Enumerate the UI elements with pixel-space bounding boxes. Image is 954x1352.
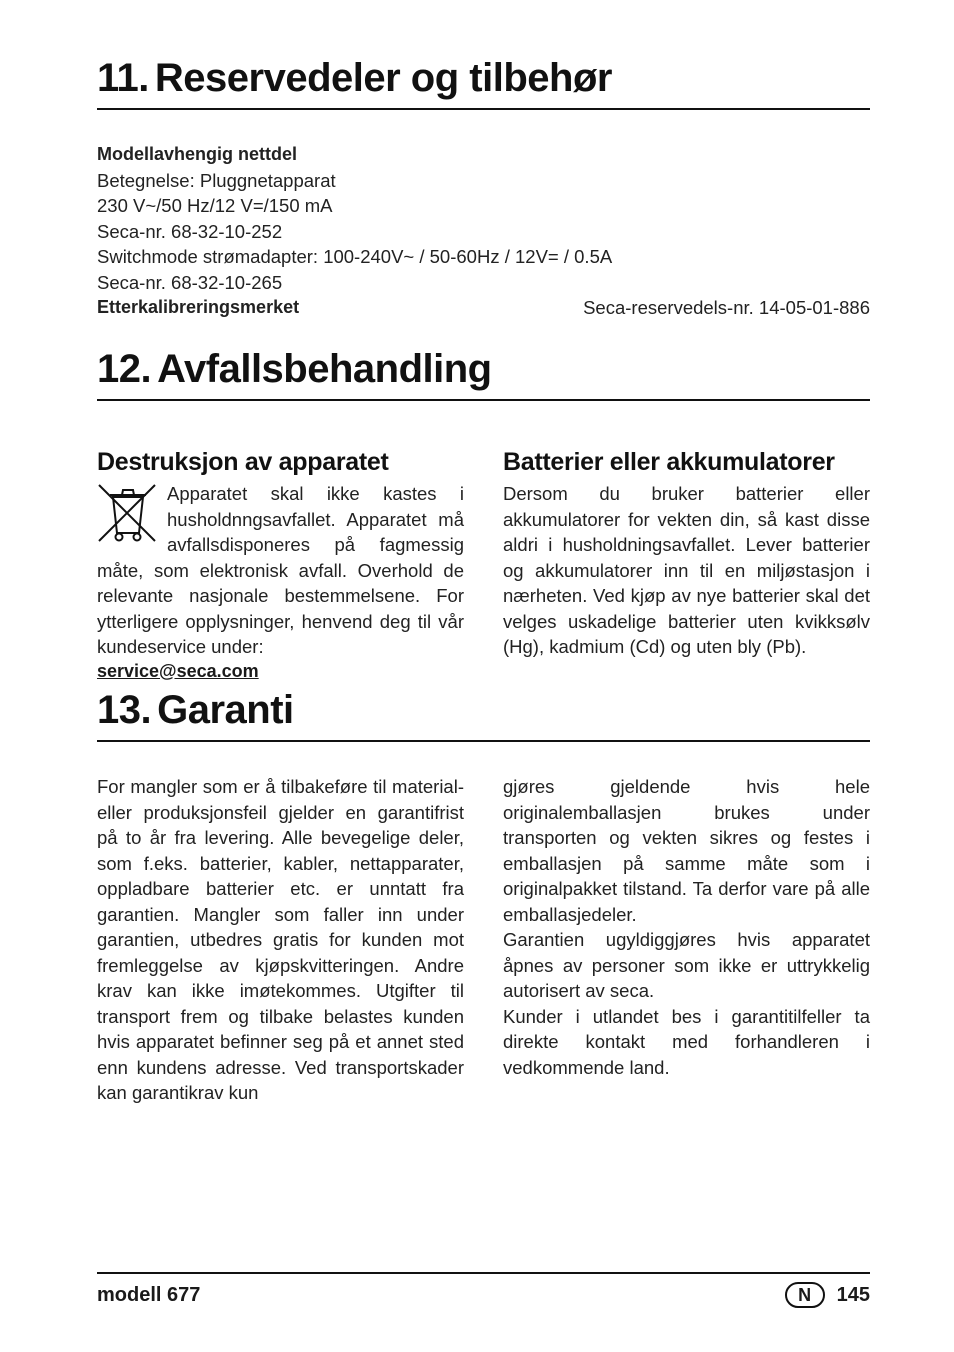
footer-right [785, 1282, 870, 1308]
warranty-text: gjøres gjeldende hvis hele originalemballasjen brukes under transporten og vekten sikres og festes i emballasjen på samme måte som i originalpakket tilstand. Ta derfor vare på alle emballasjedeler. [503, 776, 870, 925]
battery-disposal-column [503, 447, 870, 660]
page-footer [97, 1272, 870, 1308]
recalibration-row [97, 295, 870, 321]
spare-parts-block [97, 142, 870, 321]
section-number: 13. [97, 688, 152, 732]
power-supply-heading: Modellavhengig nettdel [97, 144, 298, 164]
recalibration-part-number: Seca-reservedels-nr. 14-05-01-886 [583, 297, 870, 318]
crossed-out-wheelie-bin-icon [97, 483, 159, 545]
section-number: 12. [97, 347, 152, 391]
warranty-right-column [503, 774, 870, 1080]
section-11-heading [97, 56, 870, 110]
battery-disposal-text: Dersom du bruker batterier eller akkumulatorer for vekten din, så kast disse aldri i husholdningsavfallet. Lever batterier og akkumulatorer inn til en miljøstasjon i nærheten. Ved kjøp av nye batterier skal det velges uskadelige batterier uten kvikksølv (Hg), kadmium (Cd) og uten bly (Pb). [503, 483, 870, 657]
device-disposal-column [97, 447, 464, 682]
parts-line: Switchmode strømadapter: 100-240V~ / 50-60Hz / 12V= / 0.5A [97, 246, 613, 267]
device-disposal-text-block [97, 481, 464, 660]
section-13-heading [97, 688, 870, 742]
recalibration-label: Etterkalibreringsmerket [97, 297, 300, 317]
section-12-heading [97, 347, 870, 401]
model-name: modell 677 [97, 1283, 201, 1306]
section-title: Garanti [157, 688, 294, 732]
service-email-link[interactable]: service@seca.com [97, 660, 259, 681]
parts-line: 230 V~/50 Hz/12 V=/150 mA [97, 195, 333, 216]
warranty-text: For mangler som er å tilbakeføre til material- eller produksjonsfeil gjelder en garantifrist på to år fra levering. Alle bevegelige deler, som f.eks. batterier, kabler, nettapparater, oppladbare batterier etc. er unntatt fra garantien. Mangler som faller inn under garantien, utbedres gratis for kunden mot fremleggelse av kjøpskvitteringen. Andre krav kan ikke imøtekommes. Utgifter til transport frem og tilbake belastes kunden hvis apparatet befinner seg på et annet sted enn kundens adresse. Ved transportskader kan garantikrav kun [97, 776, 464, 1103]
warranty-left-column [97, 774, 464, 1106]
parts-line: Seca-nr. 68-32-10-265 [97, 271, 283, 293]
parts-line: Seca-nr. 68-32-10-252 [97, 220, 283, 242]
language-badge: N [785, 1282, 825, 1308]
warranty-text: Garantien ugyldiggjøres hvis apparatet åpnes av personer som ikke er uttrykkelig autorisert av seca. [503, 929, 870, 1001]
device-disposal-text: Apparatet skal ikke kastes i husholdnngsavfallet. Apparatet må avfallsdisponeres på fagmessig måte, som elektronisk avfall. Overhold de relevante nasjonale bestemmelsene. For ytterligere opplysninger, henvend deg til vår kundeservice under: [97, 483, 464, 657]
device-disposal-heading: Destruksjon av apparatet [97, 448, 389, 476]
warranty-text: Kunder i utlandet bes i garantitilfeller ta direkte kontakt med forhandleren i vedkommende land. [503, 1005, 870, 1078]
section-title: Avfallsbehandling [157, 347, 492, 391]
page-number: 145 [836, 1283, 870, 1306]
section-number: 11. [97, 56, 149, 100]
battery-disposal-heading: Batterier eller akkumulatorer [503, 448, 835, 476]
parts-line: Betegnelse: Pluggnetapparat [97, 169, 336, 191]
section-title: Reservedeler og tilbehør [154, 56, 612, 100]
